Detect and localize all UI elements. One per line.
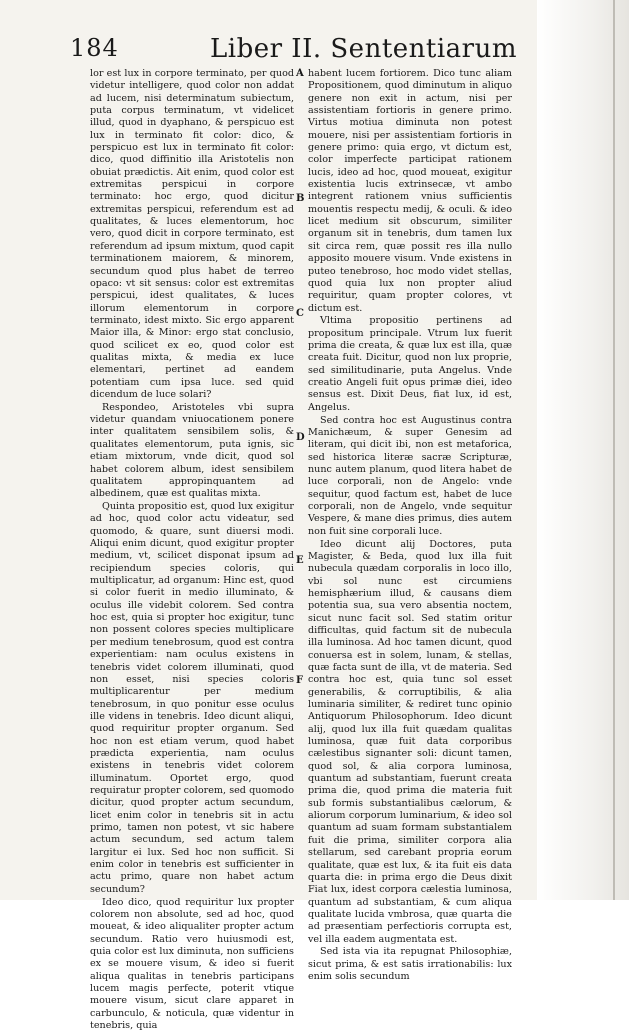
margin-letter-e: E <box>296 555 304 566</box>
paragraph: Ideo dico, quod requiritur lux propter colorem non absolute, sed ad hoc, quod moueat, & ideo aliqualiter propter actum secundum. Ratio vero huiusmodi est, quia color est lux diminuta, non sufficiens ex se mouere visum, & ideo si fuerit aliqua qualitas in tenebris participans lucem magis perfecte, poterit vtique mouere visum, sicut clare apparet in carbunculo, & noticula, quæ videntur in tenebris, quia <box>90 896 294 1031</box>
paragraph: Quinta propositio est, quod lux exigitur ad hoc, quod color actu videatur, sed quomodo, & quare, sunt diuersi modi. Aliqui enim dicunt, quod exigitur propter medium, vt, scilicet disponat ipsum ad recipiendum species coloris, qui multiplicatur, ad organum: Hinc est, quod si color fuerit in medio illuminato, & oculus ille videbit colorem. Sed contra hoc est, quia si propter hoc exigitur, tunc non possent colores species multiplicare per medium tenebrosum, quod est contra experientiam: nam oculus existens in tenebris videt colorem illuminati, quod non esset, nisi species coloris multiplicarentur per medium tenebrosum, in quo ponitur esse oculus ille videns in tenebris. Ideo dicunt aliqui, quod requiritur propter organum. Sed hoc non est etiam verum, quod habet prædicta experientia, nam oculus existens in tenebris videt colorem illuminatum. Oportet ergo, quod requiratur propter colorem, sed quomodo dicitur, quod propter actum secundum, licet enim color in tenebris sit in actu primo, tamen non potest, vt sic habere actum secundum, sed actum talem largitur ei lux. Sed hoc non sufficit. Si enim color in tenebris est sufficienter in actu primo, quare non habet actum secundum? <box>90 501 295 895</box>
left-column <box>90 68 294 1032</box>
margin-letter-f: F <box>296 675 304 686</box>
page-header <box>70 34 520 70</box>
margin-letter-a: A <box>296 68 304 79</box>
paragraph: lor est lux in corpore terminato, per quod videtur intelligere, quod color non addat ad lucem, nisi determinatum subiectum, puta corpus terminatum, vt videlicet illud, quod in dyaphano, & perspicuo est lux in terminato fit color: dico, & perspicuo est lux in terminato fit color: dico, quod diffinitio illa Aristotelis non obuiat prædictis. Ait enim, quod color est extremitas perspicui in corpore terminato: hoc ergo, quod dicitur extremitas perspicui, referendum est ad qualitates, & luces elementorum, hoc vero, quod dicit in corpore terminato, est referendum ad ipsum mixtum, quod capit terminationem maiorem, & minorem, secundum quod plus habet de terreo opaco: vt sit sensus: color est extremitas perspicui, idest qualitates, & luces illorum elementorum in corpore terminato, idest mixto. Sic ergo apparent Maior illa, & Minor: ergo stat conclusio, quod scilicet ex eo, quod color est qualitas mixta, & media ex luce elementari, pertinet ad eandem potentiam cum ipsa luce. sed quid dicendum de luce solari? <box>90 68 294 400</box>
margin-letter-d: D <box>296 432 305 443</box>
paragraph: Sed ista via ita repugnat Philosophiæ, sicut prima, & est satis irrationabilis: lux enim solis secundum <box>308 946 512 983</box>
right-column <box>308 68 512 983</box>
paragraph: Sed contra hoc est Augustinus contra Manichæum, & super Genesim ad literam, qui dicit ibi, non est metaforica, sed historica literæ sacræ Scripturæ, nunc autem planum, quod litera habet de luce corporali, non de Angelo: vnde sequitur, quod factum est, habet de luce corporali, non de Angelo, vnde sequitur Vespere, & mane dies primus, dies autem non fuit sine corporali luce. <box>308 414 512 537</box>
margin-letter-c: C <box>296 308 304 319</box>
book-spine <box>537 0 629 900</box>
paragraph: Vltima propositio pertinens ad propositum principale. Vtrum lux fuerit prima die creata, & quæ lux est illa, quæ creata fuit. Dicitur, quod non lux proprie, sed similitudinarie, puta Angelus. Vnde creatio Angeli fuit opus primæ diei, ideo sensus est. Dixit Deus, fiat lux, id est, Angelus. <box>308 315 512 413</box>
margin-letter-b: B <box>296 193 305 204</box>
paragraph: Ideo dicunt alij Doctores, puta Magister, & Beda, quod lux illa fuit nubecula quædam corporalis in loco illo, vbi sol nunc est circumiens hemisphærium illud, & causans diem potentia sua, sua vero absentia noctem, sicut nunc facit sol. Sed statim oritur difficultas, quid factum sit de nubecula illa luminosa. Ad hoc tamen dicunt, quod conuersa est in solem, lunam, & stellas, quæ facta sunt de illa, vt de materia. Sed contra hoc est, quia tunc sol esset generabilis, & corruptibilis, & alia luminaria similiter, & rediret tunc opinio Antiquorum Philosophorum. Ideo dicunt alij, quod lux illa fuit quædam qualitas luminosa, quæ fuit data corporibus cælestibus signanter soli: dicunt tamen, quod sol, & alia corpora luminosa, quantum ad substantiam, fuerunt creata prima die, quod prima die materia fuit sub formis substantialibus cælorum, & aliorum corporum luminarium, & ideo sol quantum ad suam formam substantialem fuit die prima, similiter corpora alia stellarum, sed carebant propria eorum qualitate, quæ est lux, & ita fuit eis data quarta die: in prima ergo die Deus dixit Fiat lux, idest corpora cælestia luminosa, quantum ad substantiam, & cum aliqua qualitate lucida vmbrosa, quæ quarta die ad præsentiam perfectioris corrupta est, vel illa eadem augmentata est. <box>308 538 512 945</box>
page-number: 184 <box>70 34 119 62</box>
paragraph: habent lucem fortiorem. Dico tunc aliam Propositionem, quod diminutum in aliquo genere non exit in actum, nisi per assistentiam fortioris in genere primo. Virtus motiua diminuta non potest mouere, nisi per assistentiam fortioris in genere primo: quia ergo, vt dictum est, color imperfecte participat rationem lucis, ideo ad hoc, quod moueat, exigitur existentia lucis extrinsecæ, vt ambo integrent rationem vnius sufficientis mouentis respectu medij, & oculi. & ideo licet medium sit obscurum, similiter organum sit in tenebris, dum tamen lux sit circa rem, quæ possit res illa nullo apposito mouere visum. Vnde existens in puteo tenebroso, hoc modo videt stellas, quod quia lux non propter aliud requiritur, quam propter colores, vt dictum est. <box>308 68 512 314</box>
page-edge-line <box>613 0 615 900</box>
paragraph: Respondeo, Aristoteles vbi supra videtur quandam vniuocationem ponere inter qualitatem sensibilem solis, & qualitates elementorum, puta ignis, sic etiam mixtorum, vnde dicit, quod sol habet colorem album, idest sensibilem qualitatem appropinquantem ad albedinem, quæ est qualitas mixta. <box>90 401 294 500</box>
running-title: Liber II. Sententiarum <box>210 34 517 64</box>
